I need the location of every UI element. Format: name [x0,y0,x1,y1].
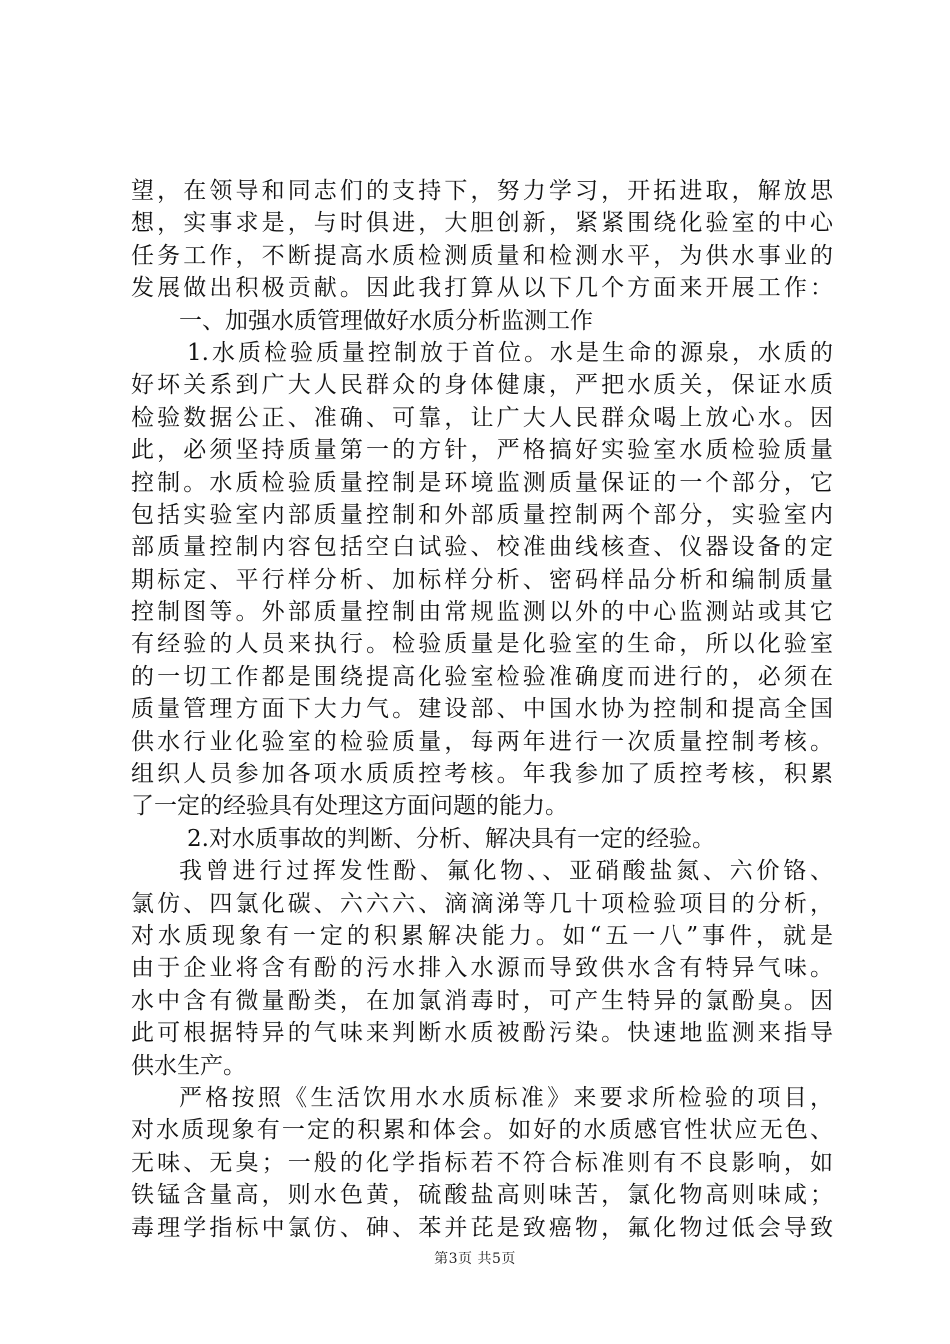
text-line: 由于企业将含有酚的污水排入水源而导致供水含有特异气味。 [131,955,833,982]
text-line: 发展做出积极贡献。因此我打算从以下几个方面来开展工作： [131,275,833,302]
text-line: 我曾进行过挥发性酚、氟化物、、亚硝酸盐氮、六价铬、 [179,858,833,885]
text-line: 任务工作，不断提高水质检测质量和检测水平，为供水事业的 [131,242,833,269]
page-footer: 第3页 共5页 [434,1251,516,1267]
text-line: 望，在领导和同志们的支持下，努力学习，开拓进取，解放思 [131,178,833,204]
text-line: 此，必须坚持质量第一的方针，严格搞好实验室水质检验质量 [131,437,833,464]
text-line: 供水行业化验室的检验质量，每两年进行一次质量控制考核。 [131,728,833,755]
text-line: 对水质现象有一定的积累和体会。如好的水质感官性状应无色、 [131,1117,833,1144]
text-line: 检验数据公正、准确、可靠，让广大人民群众喝上放心水。因 [131,404,833,431]
text-line: 氯仿、四氯化碳、六六六、滴滴涕等几十项检验项目的分析， [131,890,833,917]
text-line: 控制图等。外部质量控制由常规监测以外的中心监测站或其它 [131,599,833,626]
text-line: 此可根据特异的气味来判断水质被酚污染。快速地监测来指导 [131,1020,833,1047]
text-line: 想，实事求是，与时俱进，大胆创新，紧紧围绕化验室的中心 [131,210,833,237]
text-line: 控制。水质检验质量控制是环境监测质量保证的一个部分，它 [131,469,833,496]
text-line: 严格按照《生活饮用水水质标准》来要求所检验的项目， [179,1084,833,1111]
text-line: 质量管理方面下大力气。建设部、中国水协为控制和提高全国 [131,696,833,723]
text-line: 水中含有微量酚类，在加氯消毒时，可产生特异的氯酚臭。因 [131,987,833,1014]
text-line: 对水质现象有一定的积累解决能力。如“五一八”事件，就是 [131,922,833,949]
text-line: 组织人员参加各项水质质控考核。年我参加了质控考核，积累 [131,761,833,788]
text-line: 好坏关系到广大人民群众的身体健康，严把水质关，保证水质 [131,372,833,399]
text-line: 毒理学指标中氯仿、砷、苯并芘是致癌物，氟化物过低会导致 [131,1214,833,1241]
text-line: 的一切工作都是围绕提高化验室检验准确度而进行的，必须在 [131,663,833,690]
text-line: 部质量控制内容包括空白试验、校准曲线核查、仪器设备的定 [131,534,833,561]
text-line: 了一定的经验具有处理这方面问题的能力。 [131,793,568,820]
section-heading: 一、加强水质管理做好水质分析监测工作 [179,307,593,334]
text-line: 铁锰含量高，则水色黄，硫酸盐高则味苦，氯化物高则味咸； [131,1182,833,1209]
body-text [131,175,833,1244]
text-line: 无味、无臭；一般的化学指标若不符合标准则有不良影响，如 [131,1149,833,1176]
text-line: 2.对水质事故的判断、分析、解决具有一定的经验。 [187,825,715,852]
text-line: 1.水质检验质量控制放于首位。水是生命的源泉，水质的 [187,339,833,366]
text-line: 包括实验室内部质量控制和外部质量控制两个部分，实验室内 [131,501,833,528]
text-line: 有经验的人员来执行。检验质量是化验室的生命，所以化验室 [131,631,833,658]
text-line: 供水生产。 [131,1052,246,1079]
text-line: 期标定、平行样分析、加标样分析、密码样品分析和编制质量 [131,566,833,593]
